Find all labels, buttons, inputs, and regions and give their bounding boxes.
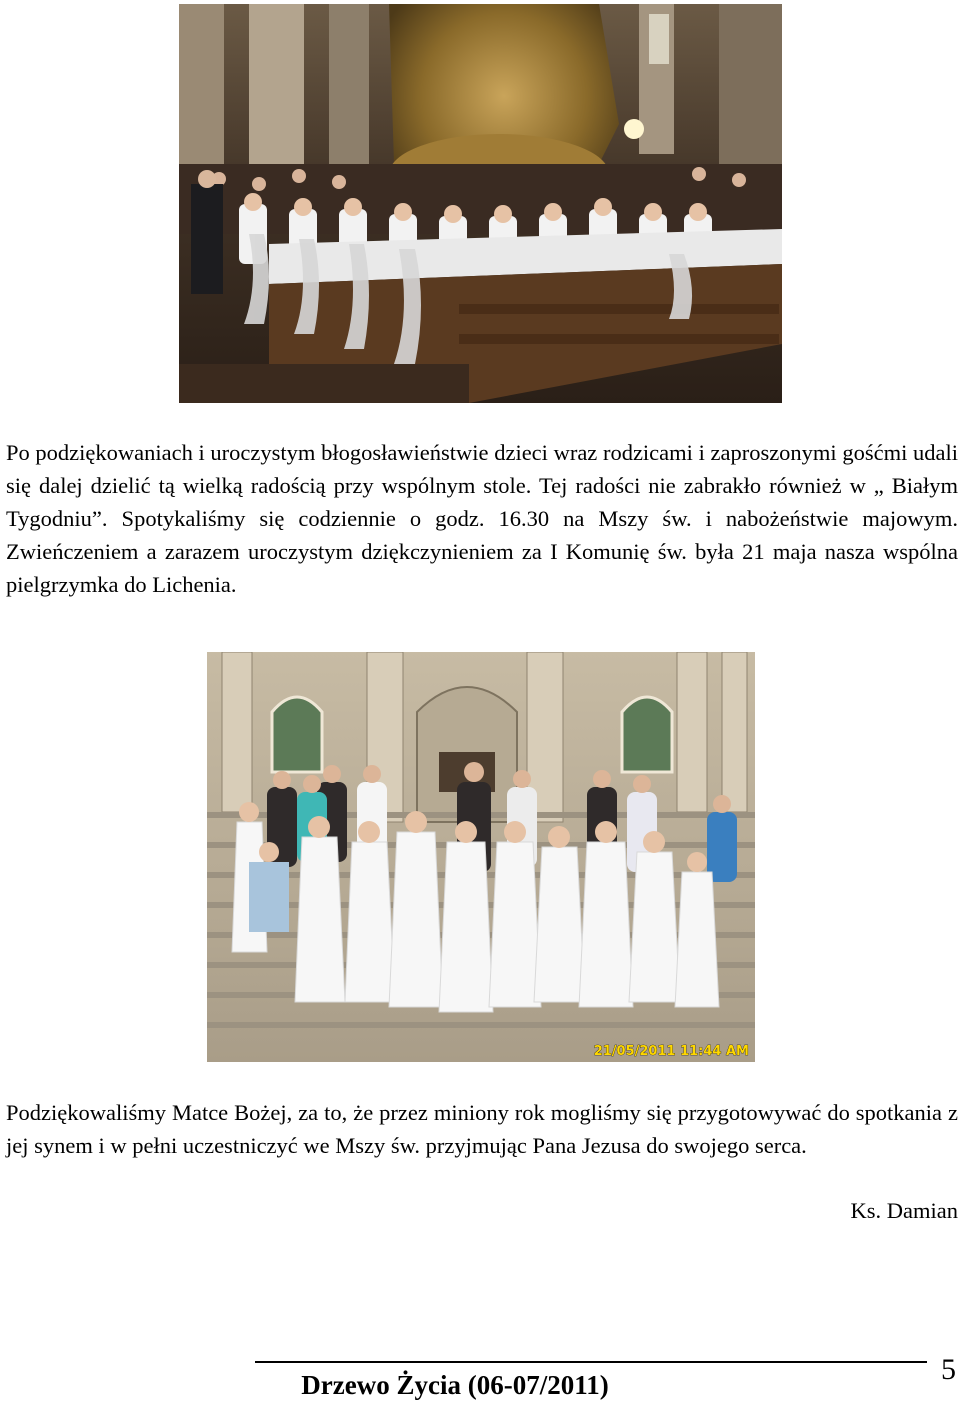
photo-timestamp: 21/05/2011 11:44 AM — [593, 1044, 749, 1059]
paragraph-first: Po podziękowaniach i uroczystym błogosławieństwie dzieci wraz rodzicami i zaproszonymi gośćmi udali się dalej dzielić tą wielką radością przy wspólnym stole. Tej radości nie zabrakło również w „ Białym Tygodniu”. Spotykaliśmy się codziennie o godz. 16.30 na Mszy św. i nabożeństwie majowym. Zwieńczeniem a zarazem uroczystym dziękczynieniem za I Komunię św. była 21 maja nasza wspólna pielgrzymka do Lichenia. — [6, 440, 958, 597]
church-interior-photo — [179, 4, 782, 403]
signature: Ks. Damian — [850, 1198, 958, 1223]
page-number: 5 — [941, 1353, 956, 1386]
church-interior-image — [179, 4, 782, 403]
footer-title: Drzewo Życia (06-07/2011) — [301, 1370, 609, 1400]
group-photo — [207, 652, 755, 1062]
paragraph-second: Podziękowaliśmy Matce Bożej, za to, że przez miniony rok mogliśmy się przygotowywać do spotkania z jej synem i w pełni uczestniczyć we Mszy św. przyjmując Pana Jezusa do swojego serca. — [6, 1100, 958, 1158]
footer-rule — [255, 1361, 927, 1363]
group-on-steps-image — [207, 652, 755, 1062]
